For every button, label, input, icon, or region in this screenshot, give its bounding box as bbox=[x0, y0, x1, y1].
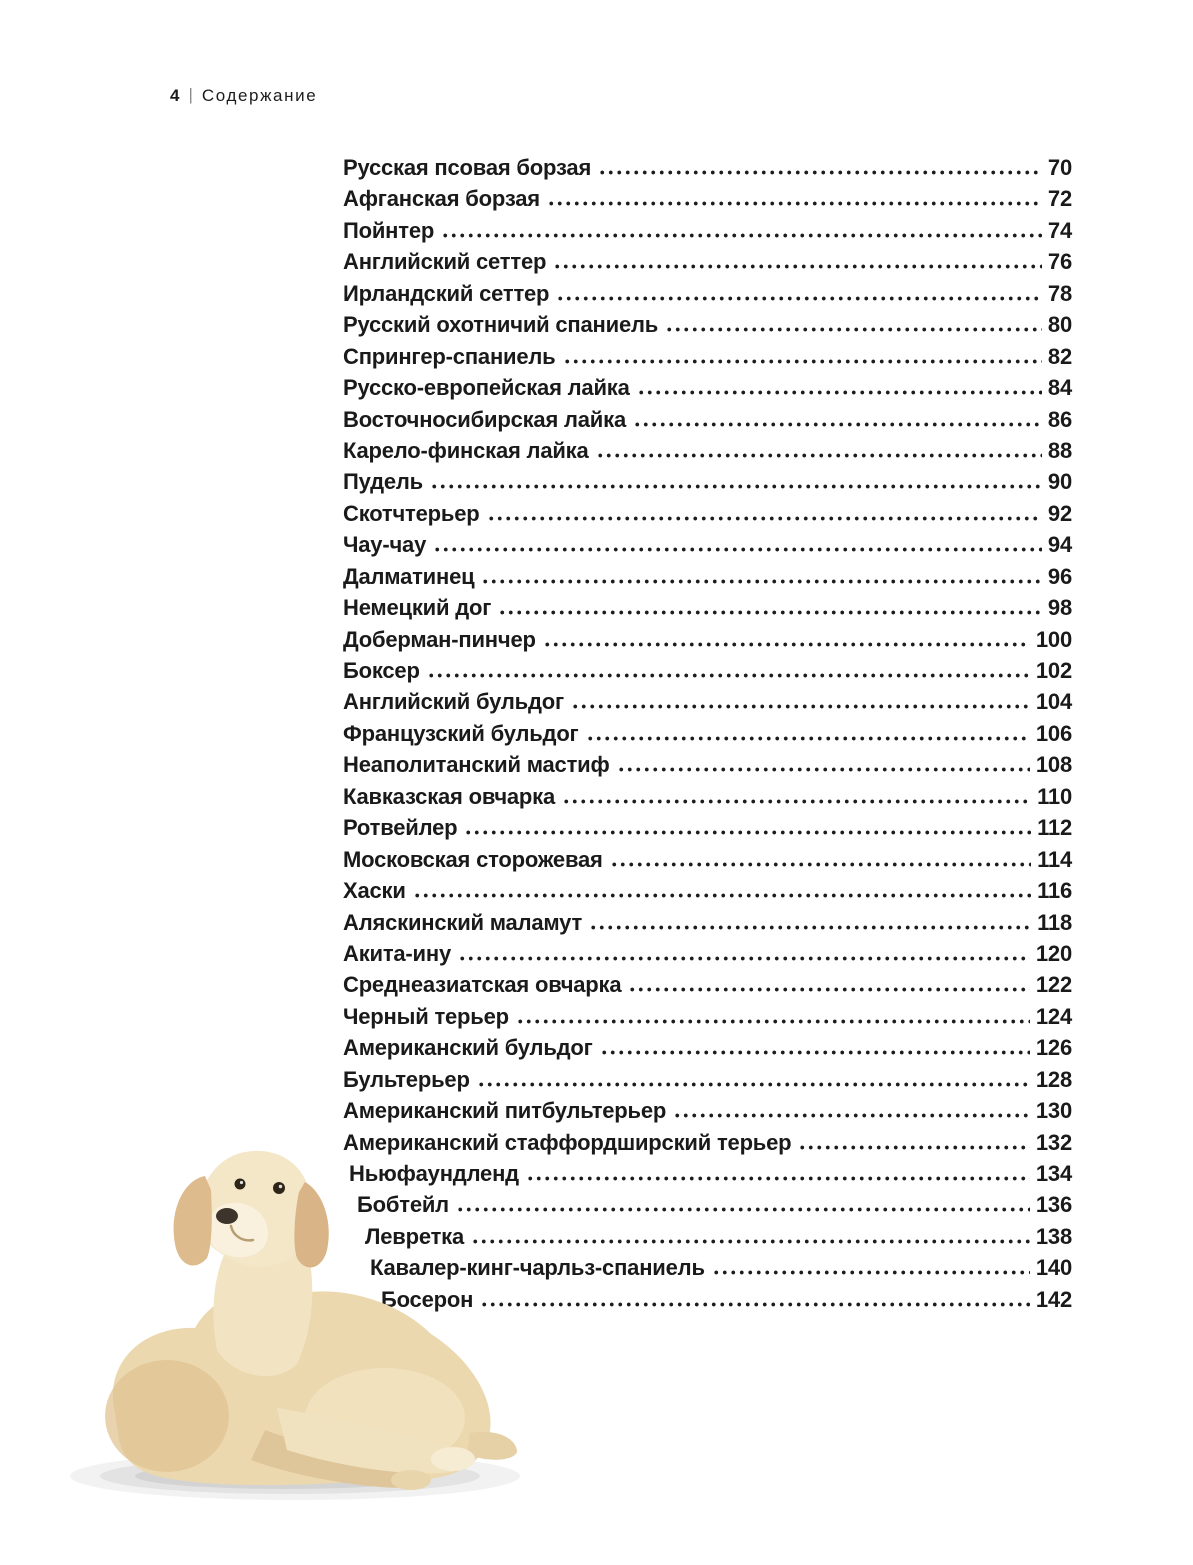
toc-leader-dots bbox=[430, 484, 1042, 489]
toc-entry bbox=[343, 469, 1072, 500]
toc-entry-title: Карело-финская лайка bbox=[343, 437, 589, 463]
toc-entry-title: Спрингер-спаниель bbox=[343, 343, 556, 369]
toc-entry-page: 106 bbox=[1035, 720, 1072, 746]
toc-leader-dots bbox=[427, 673, 1030, 678]
toc-entry bbox=[343, 218, 1072, 249]
toc-entry-page: 98 bbox=[1047, 595, 1072, 621]
toc-entry-page: 92 bbox=[1047, 500, 1072, 526]
toc-entry-page: 120 bbox=[1035, 940, 1072, 966]
toc-leader-dots bbox=[598, 170, 1042, 175]
toc-entry-title: Немецкий дог bbox=[343, 595, 492, 621]
toc-entry-page: 82 bbox=[1047, 343, 1072, 369]
toc-leader-dots bbox=[556, 296, 1042, 301]
toc-entry-page: 122 bbox=[1035, 972, 1072, 998]
toc-entry bbox=[343, 972, 1072, 1003]
puppy-tail bbox=[467, 1432, 517, 1460]
toc-leader-dots bbox=[563, 359, 1042, 364]
toc-entry-title: Кавалер-кинг-чарльз-спаниель bbox=[370, 1255, 705, 1281]
toc-entry-page: 88 bbox=[1047, 437, 1072, 463]
toc-entry-page: 76 bbox=[1047, 249, 1072, 275]
toc-entry bbox=[343, 658, 1072, 689]
toc-leader-dots bbox=[571, 704, 1030, 709]
toc-entry-title: Левретка bbox=[365, 1223, 465, 1249]
toc-leader-dots bbox=[547, 201, 1042, 206]
toc-leader-dots bbox=[413, 893, 1031, 898]
toc-entry-title: Чау-чау bbox=[343, 532, 427, 558]
puppy-haunch-shading bbox=[105, 1360, 229, 1472]
toc-entry bbox=[343, 910, 1072, 941]
toc-entry-title: Хаски bbox=[343, 878, 406, 904]
toc-entry bbox=[343, 752, 1072, 783]
toc-entry bbox=[343, 312, 1072, 343]
toc-leader-dots bbox=[610, 862, 1031, 867]
puppy-eye-right bbox=[273, 1182, 285, 1194]
toc-entry bbox=[343, 1067, 1072, 1098]
toc-entry-page: 142 bbox=[1035, 1286, 1072, 1312]
toc-entry-title: Русский охотничий спаниель bbox=[343, 312, 659, 338]
toc-entry-page: 100 bbox=[1035, 626, 1072, 652]
toc-entry-title: Ирландский сеттер bbox=[343, 280, 550, 306]
toc-leader-dots bbox=[471, 1239, 1030, 1244]
toc-entry bbox=[343, 1035, 1072, 1066]
toc-entry-title: Скотчтерьер bbox=[343, 500, 480, 526]
puppy-ear-left bbox=[174, 1176, 212, 1266]
toc-entry-title: Ньюфаундленд bbox=[349, 1161, 519, 1186]
toc-entry bbox=[343, 941, 1072, 972]
toc-entry bbox=[343, 375, 1072, 406]
toc-entry-title: Американский питбультерьер bbox=[343, 1098, 667, 1124]
toc-entry-page: 74 bbox=[1047, 217, 1072, 243]
toc-entry-page: 90 bbox=[1047, 469, 1072, 495]
toc-entry-title: Бультерьер bbox=[343, 1066, 470, 1092]
toc-leader-dots bbox=[441, 233, 1042, 238]
toc-entry-title: Акита-ину bbox=[343, 940, 452, 966]
toc-entry-title: Боксер bbox=[343, 658, 420, 683]
toc-leader-dots bbox=[673, 1113, 1030, 1118]
toc-leader-dots bbox=[543, 642, 1030, 647]
toc-entry bbox=[343, 532, 1072, 563]
toc-entry-title: Пойнтер bbox=[343, 217, 435, 243]
toc-entry-page: 124 bbox=[1035, 1003, 1072, 1029]
toc-entry-title: Босерон bbox=[381, 1286, 474, 1312]
toc-entry-title: Восточносибирская лайка bbox=[343, 406, 626, 432]
toc-entry-title: Пудель bbox=[343, 469, 424, 495]
toc-leader-dots bbox=[477, 1082, 1030, 1087]
toc-entry-page: 130 bbox=[1035, 1098, 1072, 1124]
toc-entry-title: Американский бульдог bbox=[343, 1035, 593, 1061]
toc-entry-page: 112 bbox=[1037, 815, 1072, 841]
toc-leader-dots bbox=[498, 610, 1042, 615]
toc-entry-page: 114 bbox=[1037, 846, 1072, 872]
toc-entry-page: 108 bbox=[1035, 752, 1072, 778]
toc-entry bbox=[343, 501, 1072, 532]
toc-entry-title: Кавказская овчарка bbox=[343, 783, 556, 809]
toc-leader-dots bbox=[458, 956, 1030, 961]
toc-entry bbox=[343, 721, 1072, 752]
labrador-puppy-illustration bbox=[55, 1118, 530, 1508]
puppy-eye-left bbox=[235, 1179, 246, 1190]
toc-entry-page: 134 bbox=[1035, 1161, 1072, 1186]
toc-entry-page: 110 bbox=[1037, 783, 1072, 809]
toc-leader-dots bbox=[487, 516, 1042, 521]
toc-entry-page: 116 bbox=[1037, 878, 1072, 904]
toc-leader-dots bbox=[596, 453, 1042, 458]
toc-entry-title: Далматинец bbox=[343, 563, 475, 589]
toc-leader-dots bbox=[516, 1019, 1030, 1024]
toc-leader-dots bbox=[464, 830, 1031, 835]
toc-entry-title: Американский стаффордширский терьер bbox=[343, 1129, 792, 1155]
toc-entry-title: Бобтейл bbox=[357, 1192, 449, 1218]
toc-leader-dots bbox=[480, 1302, 1030, 1307]
toc-leader-dots bbox=[562, 799, 1031, 804]
toc-leader-dots bbox=[589, 925, 1031, 930]
toc-leader-dots bbox=[617, 767, 1030, 772]
toc-entry bbox=[343, 595, 1072, 626]
labrador-puppy-photo bbox=[55, 1118, 530, 1508]
toc-entry bbox=[343, 784, 1072, 815]
puppy-eye-right-highlight bbox=[279, 1185, 282, 1188]
toc-entry bbox=[343, 847, 1072, 878]
header-separator: | bbox=[188, 85, 193, 104]
toc-entry-page: 126 bbox=[1035, 1035, 1072, 1061]
toc-entry-title: Доберман-пинчер bbox=[343, 626, 536, 652]
toc-entry bbox=[343, 564, 1072, 595]
toc-entry bbox=[343, 186, 1072, 217]
page-number: 4 bbox=[170, 86, 180, 105]
toc-entry-page: 80 bbox=[1047, 312, 1072, 338]
toc-leader-dots bbox=[665, 327, 1042, 332]
toc-entry bbox=[343, 878, 1072, 909]
toc-entry-page: 96 bbox=[1047, 563, 1072, 589]
toc-entry-page: 128 bbox=[1035, 1066, 1072, 1092]
toc-entry-page: 94 bbox=[1047, 532, 1072, 558]
toc-entry-title: Русская псовая борзая bbox=[343, 155, 592, 180]
puppy-eye-left-highlight bbox=[240, 1181, 243, 1184]
header-title: Содержание bbox=[201, 86, 318, 105]
toc-entry-page: 136 bbox=[1035, 1192, 1072, 1218]
toc-entry-page: 86 bbox=[1047, 406, 1072, 432]
toc-entry bbox=[343, 689, 1072, 720]
toc-entry-title: Английский бульдог bbox=[343, 689, 564, 715]
toc-entry-page: 78 bbox=[1047, 280, 1072, 306]
toc-entry bbox=[343, 627, 1072, 658]
toc-leader-dots bbox=[712, 1270, 1030, 1275]
toc-leader-dots bbox=[637, 390, 1042, 395]
toc-entry-page: 70 bbox=[1047, 155, 1072, 180]
toc-entry bbox=[343, 438, 1072, 469]
toc-entry-page: 72 bbox=[1047, 186, 1072, 212]
toc-entry-title: Среднеазиатская овчарка bbox=[343, 972, 622, 998]
toc-leader-dots bbox=[553, 264, 1042, 269]
toc-leader-dots bbox=[798, 1145, 1029, 1150]
toc-entry-page: 102 bbox=[1035, 658, 1072, 683]
toc-entry-title: Английский сеттер bbox=[343, 249, 547, 275]
toc-entry bbox=[343, 249, 1072, 280]
toc-leader-dots bbox=[600, 1050, 1030, 1055]
toc-entry-title: Ротвейлер bbox=[343, 815, 458, 841]
toc-entry bbox=[343, 281, 1072, 312]
toc-entry bbox=[343, 344, 1072, 375]
toc-entry bbox=[343, 407, 1072, 438]
toc-leader-dots bbox=[586, 736, 1030, 741]
toc-entry-title: Московская сторожевая bbox=[343, 846, 603, 872]
toc-entry-page: 84 bbox=[1047, 375, 1072, 401]
toc-leader-dots bbox=[481, 579, 1041, 584]
toc-entry-title: Французский бульдог bbox=[343, 720, 579, 746]
toc-entry-title: Аляскинский маламут bbox=[343, 909, 583, 935]
toc-entry bbox=[343, 815, 1072, 846]
toc-entry-page: 138 bbox=[1035, 1223, 1072, 1249]
toc-entry-page: 132 bbox=[1035, 1129, 1072, 1155]
toc-leader-dots bbox=[456, 1207, 1030, 1212]
toc-entry-title: Русско-европейская лайка bbox=[343, 375, 630, 401]
toc-entry-page: 104 bbox=[1035, 689, 1072, 715]
toc-entry-title: Афганская борзая bbox=[343, 186, 540, 212]
toc-entry-title: Черный терьер bbox=[343, 1003, 509, 1029]
toc-entry-title: Неаполитанский мастиф bbox=[343, 752, 610, 778]
puppy-nose bbox=[216, 1208, 238, 1224]
toc-leader-dots bbox=[526, 1176, 1030, 1181]
toc-entry bbox=[343, 1004, 1072, 1035]
toc-entry bbox=[343, 155, 1072, 186]
toc-leader-dots bbox=[628, 987, 1030, 992]
page-header bbox=[170, 86, 317, 106]
toc-entry-page: 140 bbox=[1035, 1255, 1072, 1281]
toc-leader-dots bbox=[633, 422, 1042, 427]
puppy-ear-right bbox=[294, 1182, 328, 1267]
toc-leader-dots bbox=[433, 547, 1042, 552]
toc-entry-page: 118 bbox=[1037, 909, 1072, 935]
